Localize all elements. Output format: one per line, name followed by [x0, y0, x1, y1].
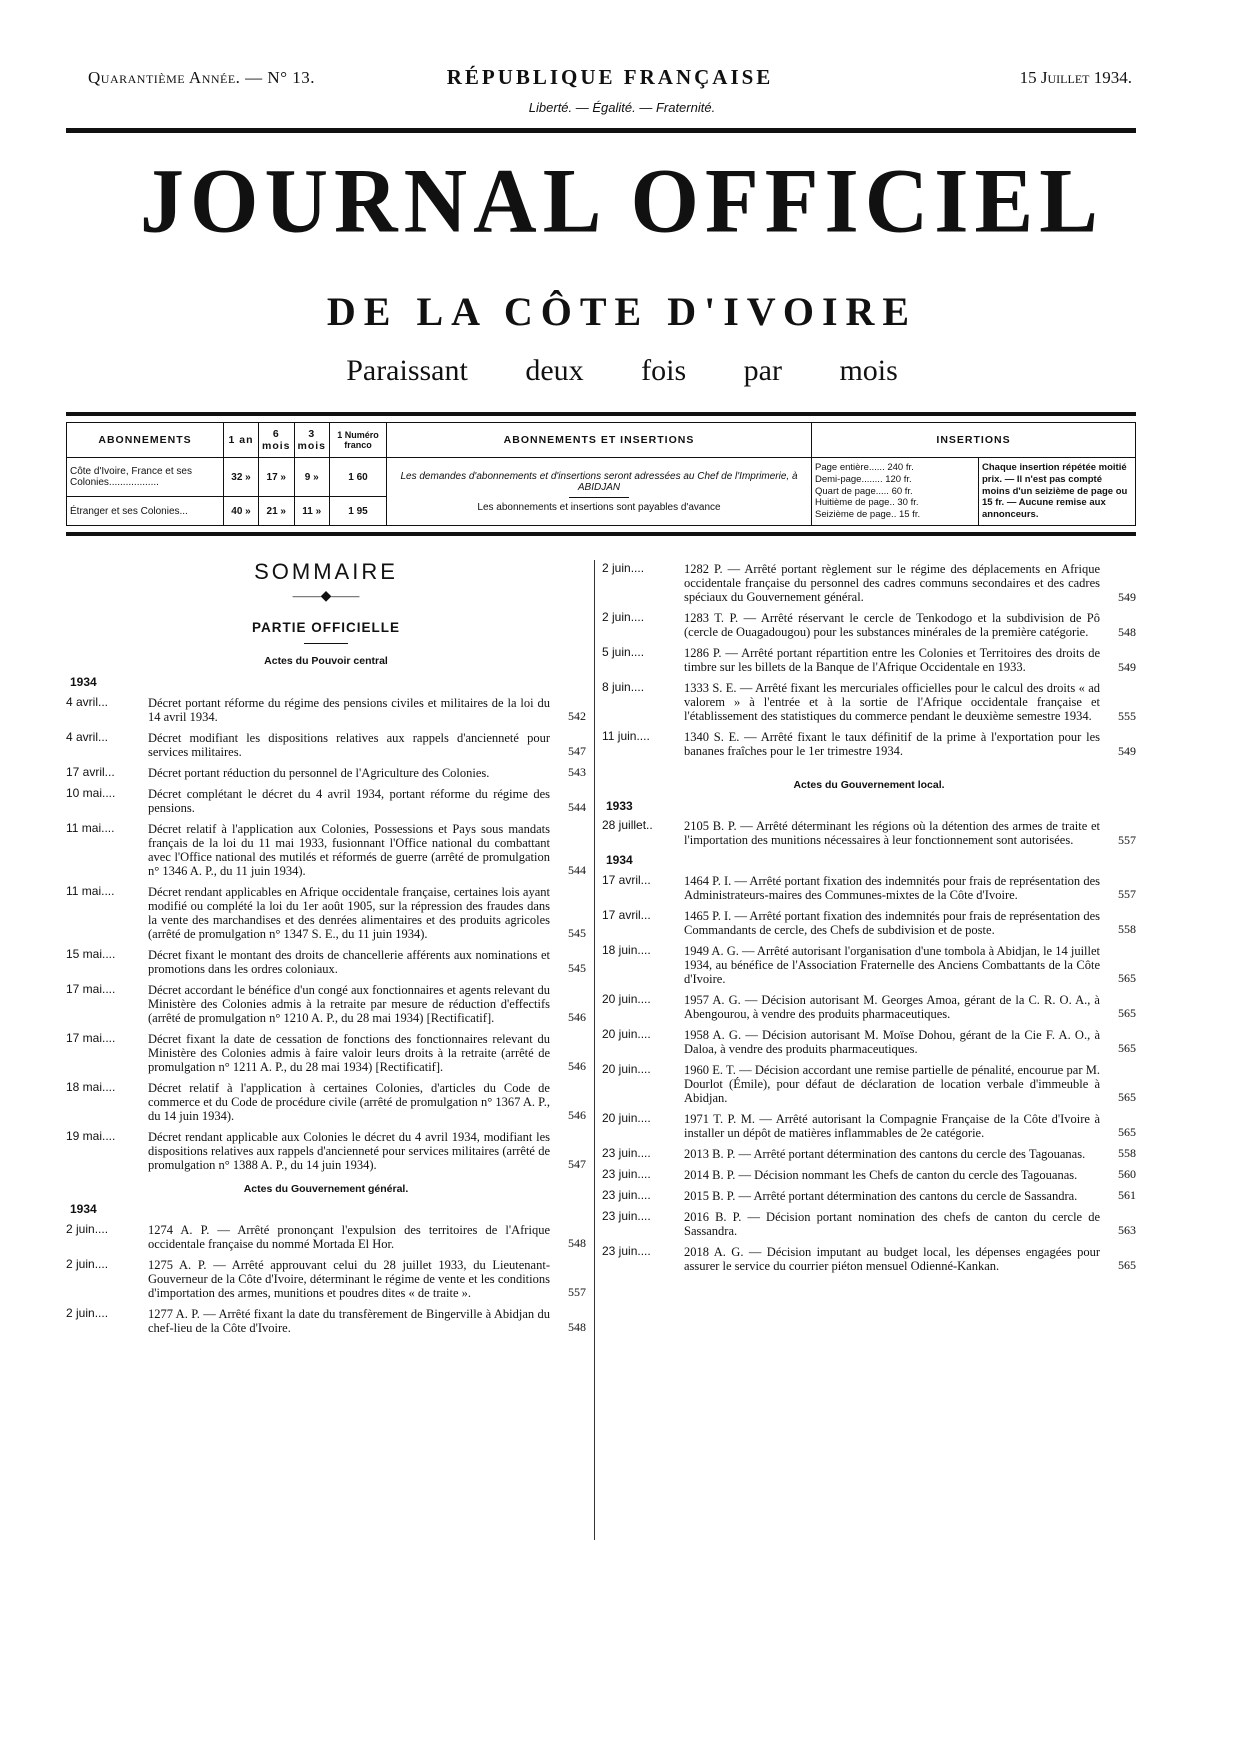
entry-page: 549 — [1118, 589, 1136, 604]
entry-page: 565 — [1118, 971, 1136, 986]
entry-date: 2 juin.... — [602, 610, 645, 624]
abonnements-head: ABONNEMENTS — [67, 423, 224, 458]
entry-date: 20 juin.... — [602, 1026, 651, 1041]
entry-page: 545 — [568, 926, 586, 941]
summary-entry — [66, 1081, 586, 1123]
rate-line: Quart de page..... 60 fr. — [815, 485, 913, 497]
summary-entry — [66, 983, 586, 1025]
periodicity: Paraissant deux fois par mois — [346, 354, 898, 387]
local-government-section — [602, 780, 1136, 1273]
summary-entry — [602, 1210, 1136, 1238]
summary-entry — [602, 1028, 1136, 1056]
short-rule — [304, 643, 348, 644]
entry-text: Décret relatif à l'application aux Colonies, Possessions et Pays sous mandats français de la loi du 11 mai 1933, fusionnant l'Office national du combattant avec l'Office national des mutilés et réformés de guerre (arrêté de promulgation n° 1346 A. P., du 11 juin 1934). — [148, 821, 550, 878]
entry-date: 17 mai.... — [66, 981, 116, 996]
entry-page: 547 — [568, 744, 586, 759]
entry-text: 1465 P. I. — Arrêté portant fixation des indemnités pour frais de représentation des Commandants de cercle, des Chefs de subdivision et de poste. — [684, 908, 1100, 937]
rate-line: Huitième de page.. 30 fr. — [815, 497, 919, 509]
section-year: 1934 — [70, 675, 97, 690]
entry-text: 2018 A. G. — Décision imputant au budget local, les dépenses engagées pour assurer le service du courrier piéton mensuel Odienné-Kankan. — [684, 1244, 1100, 1273]
summary-entry — [602, 874, 1136, 902]
entry-text: 1275 A. P. — Arrêté approuvant celui du 28 juillet 1933, du Lieutenant-Gouverneur de la Côte d'Ivoire, déterminant le régime de vente et les conditions d'importation des armes, munitions et poudres dites « de traite ». — [148, 1257, 550, 1300]
summary-entry — [66, 948, 586, 976]
summary-entry — [602, 730, 1136, 758]
mid-text — [387, 458, 812, 526]
left-column — [66, 560, 586, 1342]
mid-text-2: Les abonnements et insertions sont payables d'avance — [477, 501, 721, 513]
entry-date: 23 juin.... — [602, 1187, 651, 1202]
right-top-entries — [602, 562, 1136, 758]
rate-line: Demi-page........ 120 fr. — [815, 473, 912, 485]
entry-date: 20 juin.... — [602, 1110, 651, 1125]
entry-page: 565 — [1118, 1090, 1136, 1105]
entry-date: 19 mai.... — [66, 1128, 116, 1143]
entry-text: 1274 A. P. — Arrêté prononçant l'expulsion des territoires de l'Afrique occidentale française du nommé Mortada El Hor. — [148, 1222, 550, 1251]
entry-date: 23 juin.... — [602, 1166, 651, 1181]
entry-page: 543 — [568, 765, 586, 780]
entry-page: 546 — [568, 1010, 586, 1025]
price-cell: 32 » — [224, 458, 259, 497]
section-year: 1933 — [606, 798, 633, 813]
entry-date: 15 mai.... — [66, 946, 116, 961]
issue-date: 15 Juillet 1934. — [1019, 68, 1132, 87]
mid-head: ABONNEMENTS ET INSERTIONS — [387, 423, 812, 458]
entry-page: 558 — [1118, 1146, 1136, 1161]
section-year: 1934 — [606, 853, 633, 868]
price-cell: 40 » — [224, 497, 259, 526]
col-6mois: 6 mois — [259, 423, 295, 458]
rate-line: Seizième de page.. 15 fr. — [815, 509, 921, 521]
sommaire-title: SOMMAIRE — [254, 559, 398, 584]
entry-text: 1949 A. G. — Arrêté autorisant l'organisation d'une tombola à Abidjan, le 14 juillet 1934, au bénéfice de l'Association Fraternelle des Anciens Combattants de la Côte d'Ivoire. — [684, 943, 1101, 986]
summary-entry — [602, 611, 1136, 639]
row-label-cote: Côte d'Ivoire, France et ses Colonies.................. — [67, 458, 224, 497]
partie-officielle: PARTIE OFFICIELLE — [252, 620, 400, 636]
price-cell: 1 60 — [330, 458, 387, 497]
entry-text: 1971 T. P. M. — Arrêté autorisant la Compagnie Française de la Côte d'Ivoire à installer un dépôt de matières inflammables de 2e catégorie. — [684, 1111, 1100, 1140]
entry-date: 2 juin.... — [66, 1305, 109, 1320]
entry-text: Décret rendant applicables en Afrique occidentale française, certaines lois ayant modifié ou complété la loi du 1er août 1905, sur la répression des fraudes dans la vente des marchandises et des denrées alimentaires et des produits agricoles (arrêté de promulgation n° 1347 S. E., du 11 juin 1934). — [148, 884, 550, 941]
summary-entry — [602, 819, 1136, 847]
entry-text: 2013 B. P. — Arrêté portant détermination des cantons du cercle des Tagouanas. — [684, 1146, 1086, 1161]
entry-text: 1283 T. P. — Arrêté réservant le cercle de Tenkodogo et la subdivision de Pô (cercle de Ouagadougou) pour les substances minérales de la première catégorie. — [684, 611, 1100, 639]
summary-entry — [602, 1168, 1136, 1182]
mid-divider — [569, 497, 629, 498]
table-bottom-rule — [66, 532, 1136, 536]
entry-text: Décret fixant le montant des droits de chancellerie afférents aux nominations et promotions dans les ordres coloniaux. — [148, 947, 550, 976]
entry-date: 18 mai.... — [66, 1079, 116, 1094]
summary-entry — [66, 1130, 586, 1172]
summary-entry — [602, 944, 1136, 986]
entry-date: 5 juin.... — [602, 645, 645, 659]
entry-text: 1340 S. E. — Arrêté fixant le taux définitif de la prime à l'exportation pour les bananes fraîches pour le 1er trimestre 1934. — [684, 730, 1100, 758]
entry-text: 1958 A. G. — Décision autorisant M. Moïse Dohou, gérant de la Cie F. A. O., à Daloa, à vendre des produits pharmaceutiques. — [684, 1027, 1100, 1056]
entry-page: 565 — [1118, 1006, 1136, 1021]
summary-entry — [66, 1258, 586, 1300]
entry-date: 17 avril... — [602, 872, 651, 887]
price-cell: 1 95 — [330, 497, 387, 526]
entry-date: 10 mai.... — [66, 785, 116, 800]
summary-entry — [602, 1245, 1136, 1273]
summary-entry — [602, 1112, 1136, 1140]
entry-date: 17 avril... — [602, 907, 651, 922]
mid-text-1: Les demandes d'abonnements et d'insertions seront adressées au Chef de l'Imprimerie, à ABIDJAN — [400, 470, 798, 493]
entry-date: 28 juillet.. — [602, 818, 653, 833]
summary-entry — [66, 822, 586, 878]
price-cell: 17 » — [259, 458, 295, 497]
entry-page: 560 — [1118, 1167, 1136, 1182]
left-body — [66, 656, 586, 1334]
entry-page: 557 — [1118, 887, 1136, 902]
entry-date: 11 mai.... — [66, 820, 115, 835]
entry-date: 17 mai.... — [66, 1030, 116, 1045]
entry-page: 544 — [568, 800, 586, 815]
republic-label: RÉPUBLIQUE FRANÇAISE — [446, 65, 774, 89]
entry-date: 20 juin.... — [602, 991, 651, 1006]
entry-date: 23 juin.... — [602, 1243, 651, 1258]
price-cell: 11 » — [294, 497, 330, 526]
entry-page: 565 — [1118, 1125, 1136, 1140]
summary-entry — [602, 1147, 1136, 1161]
entry-page: 545 — [568, 961, 586, 976]
summary-entry — [66, 787, 586, 815]
entry-page: 544 — [568, 863, 586, 878]
entry-text: 2015 B. P. — Arrêté portant détermination des cantons du cercle de Sassandra. — [684, 1188, 1078, 1203]
entry-date: 2 juin.... — [66, 1221, 109, 1236]
summary-entry — [66, 696, 586, 724]
entry-text: 1464 P. I. — Arrêté portant fixation des indemnités pour frais de représentation des Administrateurs-maires des Communes-mixtes de la Côte d'Ivoire. — [684, 873, 1100, 902]
summary-entry — [66, 1032, 586, 1074]
entry-page: 549 — [1118, 659, 1136, 674]
ornament-divider: ——◆—— — [292, 588, 360, 604]
entry-page: 561 — [1118, 1188, 1136, 1203]
section-heading: Actes du Gouvernement local. — [793, 779, 945, 791]
entry-date: 2 juin.... — [602, 561, 645, 575]
summary-entry — [602, 562, 1136, 604]
entry-date: 11 juin.... — [602, 729, 650, 743]
entry-date: 4 avril... — [66, 694, 109, 709]
right-column — [602, 562, 1136, 1280]
insertion-note: Chaque insertion répétée moitié prix. — Il n'est pas compté moins d'un seizième de page ou 15 fr. — Aucune remise aux annonceurs. — [979, 458, 1136, 526]
entry-text: 2105 B. P. — Arrêté déterminant les régions où la détention des armes de traite et l'importation des munitions nécessaires à leur fonctionnement sont autorisées. — [684, 819, 1100, 848]
col-3mois: 3 mois — [294, 423, 330, 458]
entry-page: 557 — [568, 1285, 586, 1300]
summary-entry — [66, 1307, 586, 1335]
entry-date: 8 juin.... — [602, 680, 645, 694]
entry-page: 565 — [1118, 1258, 1136, 1273]
entry-text: Décret accordant le bénéfice d'un congé aux fonctionnaires et agents relevant du Ministère des Colonies admis à la retraite par mesure de réduction d'effectifs (arrêté de promulgation n° 1210 A. P., du 28 mai 1934) [Rectificatif]. — [148, 982, 550, 1025]
entry-date: 4 avril... — [66, 729, 109, 744]
entry-text: Décret modifiant les dispositions relatives aux rappels d'ancienneté pour services militaires. — [148, 730, 550, 759]
entry-page: 548 — [568, 1320, 586, 1335]
insertion-rates — [812, 458, 979, 526]
summary-entry — [66, 1223, 586, 1251]
entry-page: 546 — [568, 1059, 586, 1074]
entry-text: 1957 A. G. — Décision autorisant M. Georges Amoa, gérant de la C. R. O. A., à Abengourou, à vendre des produits pharmaceutiques. — [684, 992, 1100, 1021]
subscription-table — [66, 422, 1136, 526]
journal-subtitle: DE LA CÔTE D'IVOIRE — [326, 289, 918, 334]
summary-entry — [602, 1063, 1136, 1105]
entry-text: 1277 A. P. — Arrêté fixant la date du transfèrement de Bingerville à Abidjan du chef-lieu de la Côte d'Ivoire. — [148, 1306, 550, 1335]
masthead-topline — [88, 66, 1132, 90]
entry-date: 23 juin.... — [602, 1145, 651, 1160]
entry-text: Décret rendant applicable aux Colonies le décret du 4 avril 1934, modifiant les dispositions relatives aux rappels d'ancienneté pour services militaires (arrêté de promulgation n° 1388 A. P., du 14 juin 1934). — [148, 1129, 550, 1172]
entry-page: 542 — [568, 709, 586, 724]
summary-entry — [602, 681, 1136, 723]
price-cell: 9 » — [294, 458, 330, 497]
entry-text: Décret relatif à l'application à certaines Colonies, d'articles du Code de commerce et du Code de procédure civile (arrêté de promulgation n° 1367 A. P., du 14 juin 1934). — [148, 1080, 550, 1123]
section-heading: Actes du Pouvoir central — [264, 655, 388, 668]
journal-title: JOURNAL OFFICIEL — [140, 150, 1104, 253]
entry-page: 546 — [568, 1108, 586, 1123]
entry-text: 1286 P. — Arrêté portant répartition entre les Colonies et Territoires des droits de timbre sur les billets de la Banque de l'Afrique Occidentale en 1933. — [684, 646, 1100, 674]
entry-text: 2016 B. P. — Décision portant nomination des chefs de canton du cercle de Sassandra. — [684, 1209, 1100, 1238]
summary-entry — [602, 646, 1136, 674]
entry-text: 2014 B. P. — Décision nommant les Chefs de canton du cercle des Tagouanas. — [684, 1167, 1078, 1182]
entry-page: 565 — [1118, 1041, 1136, 1056]
col-1an: 1 an — [224, 423, 259, 458]
entry-page: 548 — [568, 1236, 586, 1251]
entry-text: Décret portant réforme du régime des pensions civiles et militaires de la loi du 14 avril 1934. — [148, 695, 550, 724]
entry-page: 557 — [1118, 832, 1136, 847]
section-year: 1934 — [70, 1202, 97, 1217]
rate-line: Page entière...... 240 fr. — [815, 461, 914, 473]
summary-entry — [66, 766, 586, 780]
issue-number: Quarantième Année. — N° 13. — [88, 68, 316, 87]
entry-page: 547 — [568, 1157, 586, 1172]
entry-page: 558 — [1118, 922, 1136, 937]
section-heading: Actes du Gouvernement général. — [243, 1182, 409, 1195]
summary-entry — [602, 1189, 1136, 1203]
summary-entry — [66, 885, 586, 941]
table-top-rule — [66, 412, 1136, 416]
entry-text: 1333 S. E. — Arrêté fixant les mercuriales officielles pour le calcul des droits « ad valorem » à l'entrée et à la sortie de l'Afrique occidentale française et l'établissement des statistiques du commerce pendant le deuxième semestre 1934. — [684, 681, 1100, 723]
summary-entry — [602, 993, 1136, 1021]
masthead-rule — [66, 128, 1136, 133]
entry-date: 11 mai.... — [66, 883, 115, 898]
entry-date: 20 juin.... — [602, 1061, 651, 1076]
entry-text: Décret portant réduction du personnel de l'Agriculture des Colonies. — [148, 765, 490, 780]
entry-page: 549 — [1118, 743, 1136, 758]
insertions-head: INSERTIONS — [812, 423, 1136, 458]
entry-text: Décret fixant la date de cessation de fonctions des fonctionnaires relevant du Ministère des Colonies admis à faire valoir leurs droits à la retraite (arrêté de promulgation n° 1211 A. P., du 28 mai 1934) [Rectificatif]. — [148, 1031, 550, 1074]
entry-date: 18 juin.... — [602, 942, 651, 957]
entry-text: 1282 P. — Arrêté portant règlement sur le régime des déplacements en Afrique occidentale française du personnel des cadres communs secondaires et des cadres spéciaux du Gouvernement général. — [684, 562, 1100, 604]
summary-entry — [66, 731, 586, 759]
price-cell: 21 » — [259, 497, 295, 526]
entry-date: 17 avril... — [66, 764, 115, 779]
entry-text: 1960 E. T. — Décision accordant une remise partielle de pénalité, encourue par M. Dourlot (Émile), pour défaut de déclaration de location verbale d'immeuble à Abidjan. — [684, 1062, 1100, 1105]
entry-text: Décret complétant le décret du 4 avril 1934, portant réforme du régime des pensions. — [148, 786, 550, 815]
column-separator — [594, 560, 595, 1540]
entry-date: 2 juin.... — [66, 1256, 109, 1271]
entry-date: 23 juin.... — [602, 1208, 651, 1223]
entry-page: 563 — [1118, 1223, 1136, 1238]
row-label-etranger: Étranger et ses Colonies... — [67, 497, 224, 526]
motto: Liberté. — Égalité. — Fraternité. — [528, 100, 716, 115]
entry-page: 548 — [1118, 624, 1136, 639]
col-numero: 1 Numéro franco — [330, 423, 387, 458]
summary-entry — [602, 909, 1136, 937]
entry-page: 555 — [1118, 708, 1136, 723]
